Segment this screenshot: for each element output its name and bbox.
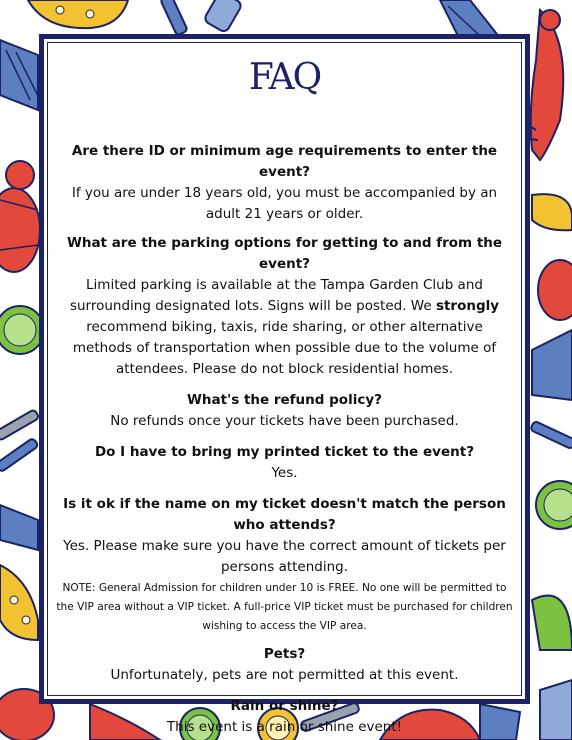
- faq-question: Rain or shine?: [230, 698, 339, 714]
- faq-question: Pets?: [263, 646, 306, 662]
- shell-icon: [540, 680, 572, 740]
- faq-answer: If you are under 18 years old, you must be accompanied by an adult 21 years or older.: [71, 185, 498, 222]
- faq-question: Do I have to bring my printed ticket to the event?: [94, 444, 475, 460]
- faq-item-id-requirements: [56, 141, 513, 225]
- lobster-icon: [0, 161, 40, 272]
- fork-icon: [530, 421, 572, 450]
- faq-answer: This event is a rain or shine event!: [166, 719, 403, 735]
- faq-answer-text: recommend biking, taxis, ride sharing, or other alternative methods of transportation when possible due to the volume of attendees. Please do not block residential homes.: [72, 319, 497, 377]
- lemon-wedge-icon: [28, 0, 128, 28]
- faq-item-refund: [56, 390, 513, 432]
- faq-answer: [56, 275, 513, 380]
- faq-answer: No refunds once your tickets have been purchased.: [110, 413, 459, 429]
- faq-question: What are the parking options for getting to and from the event?: [66, 235, 503, 272]
- faq-question: Is it ok if the name on my ticket doesn't match the person who attends?: [63, 496, 506, 533]
- page-title: FAQ: [248, 57, 321, 98]
- lime-slice-icon: [0, 306, 44, 354]
- faq-answer-emphasis: strongly: [435, 298, 500, 314]
- faq-item-printed-ticket: [56, 442, 513, 484]
- shell-icon: [532, 330, 572, 400]
- faq-item-rain: [56, 696, 513, 738]
- faq-answer: Unfortunately, pets are not permitted at this event.: [110, 667, 459, 683]
- brush-icon: [0, 40, 38, 110]
- lime-slice-icon: [536, 481, 572, 529]
- faq-answer-text: Limited parking is available at the Tampa Garden Club and surrounding designated lots. Signs will be posted. We: [69, 277, 483, 314]
- faq-question: What's the refund policy?: [187, 392, 382, 408]
- brush-icon: [0, 505, 38, 550]
- faq-item-parking: [56, 233, 513, 380]
- faq-answer: Yes. Please make sure you have the correct amount of tickets per persons attending.: [63, 538, 506, 575]
- faq-note: NOTE: General Admission for children under 10 is FREE. No one will be permitted to the VIP area without a VIP ticket. A full-price VIP ticket must be purchased for children wishing to access the VIP area.: [56, 582, 513, 632]
- faq-list: [56, 141, 513, 738]
- lobster-icon: [538, 260, 572, 320]
- faq-question: Are there ID or minimum age requirements to enter the event?: [71, 143, 498, 180]
- lemon-wedge-icon: [0, 565, 38, 640]
- faq-item-pets: [56, 644, 513, 686]
- faq-item-ticket-name: [56, 494, 513, 636]
- lime-slice-icon: [532, 596, 572, 650]
- faq-card: [39, 34, 530, 735]
- fork-icon: [0, 409, 39, 472]
- lemon-wedge-icon: [532, 194, 572, 230]
- faq-answer: Yes.: [271, 465, 298, 481]
- fork-icon: [160, 0, 243, 36]
